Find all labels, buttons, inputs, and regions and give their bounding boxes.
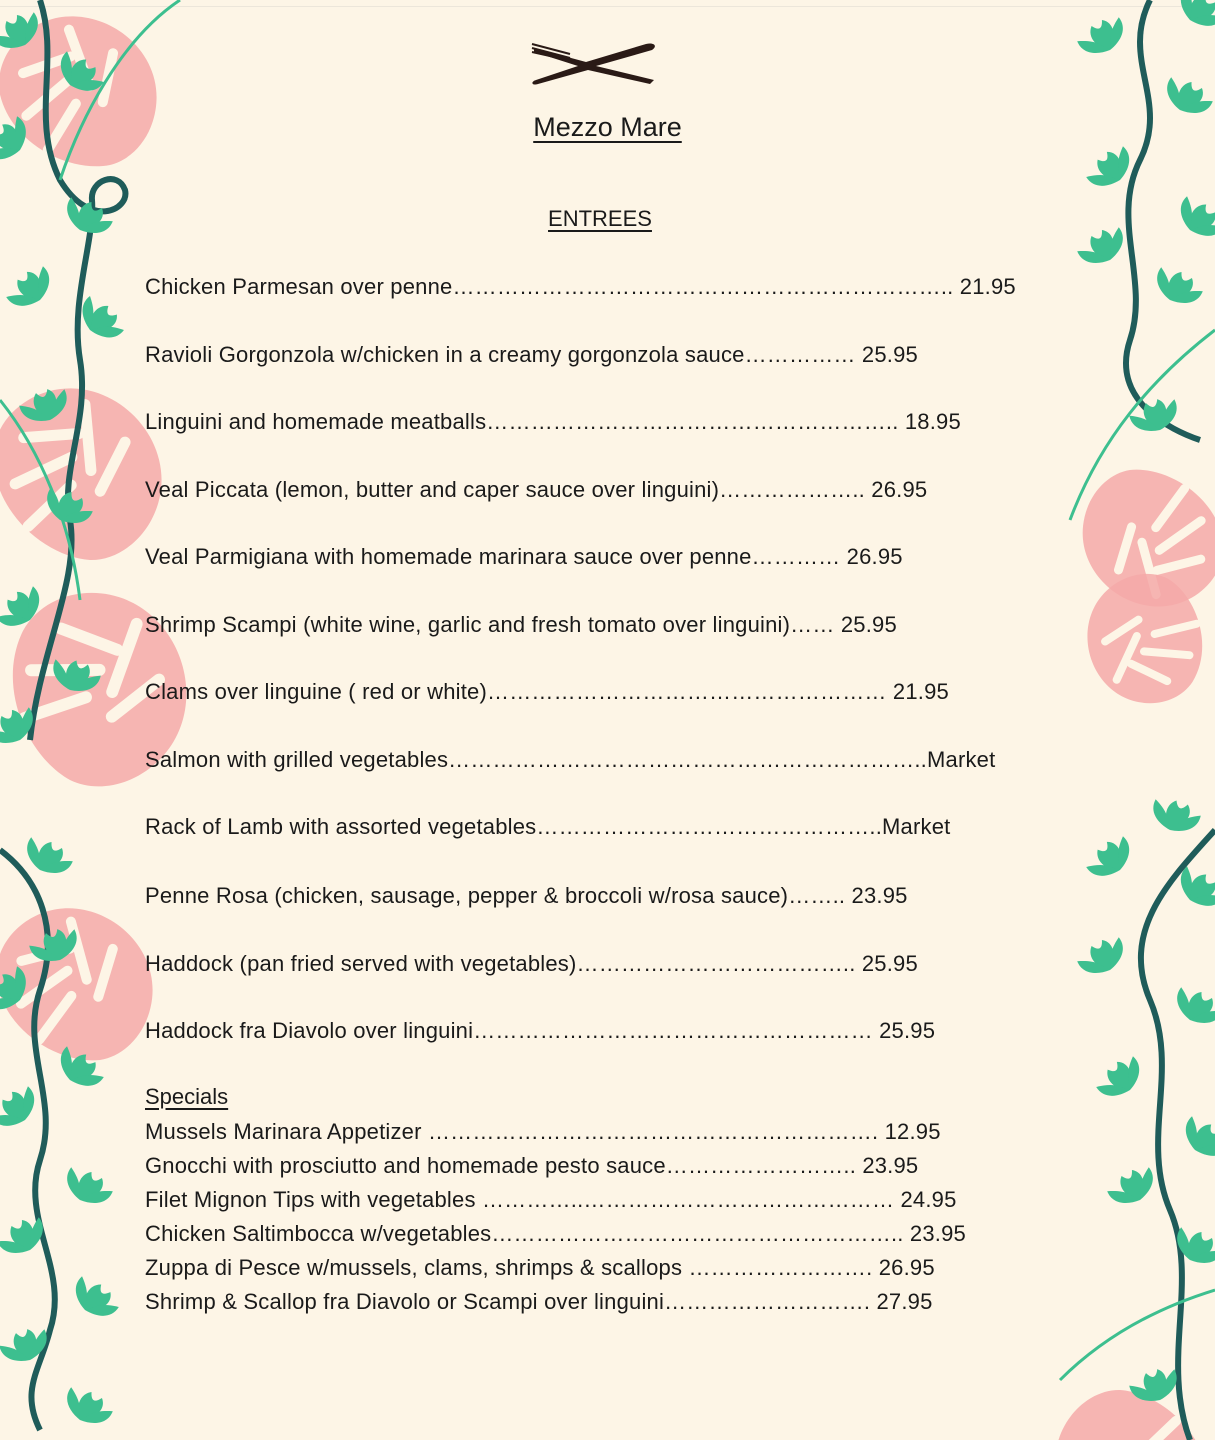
menu-item: Veal Piccata (lemon, butter and caper sauce over linguini)……………….. 26.95 [145,477,928,502]
special-item: Zuppa di Pesce w/mussels, clams, shrimps & scallops ……………………. 26.95 [145,1255,935,1280]
special-item: Mussels Marinara Appetizer ……………………………………………………. 12.95 [145,1119,941,1144]
menu-item: Haddock fra Diavolo over linguini……………………………………………… 25.95 [145,1018,936,1043]
menu-item: Chicken Parmesan over penne………………………………………………………….. 21.95 [145,274,1016,299]
menu-item: Penne Rosa (chicken, sausage, pepper & broccoli w/rosa sauce)…….. 23.95 [145,883,908,908]
menu-item: Haddock (pan fried served with vegetables)……………………………….. 25.95 [145,951,918,976]
special-item: Chicken Saltimbocca w/vegetables……………………………………………….. 23.95 [145,1221,966,1246]
menu-item: Clams over linguine ( red or white)……………………………………………… 21.95 [145,679,949,704]
fork-knife-icon [530,40,660,86]
left-monstera-4 [0,885,173,1085]
restaurant-name: Mezzo Mare [533,112,682,142]
menu-item: Salmon with grilled vegetables………………………………………………………..Market [145,747,996,772]
special-item: Gnocchi with prosciutto and homemade pesto sauce…………………….. 23.95 [145,1153,919,1178]
right-stem-2 [1060,1290,1215,1380]
special-item: Shrimp & Scallop fra Diavolo or Scampi over linguini………………………. 27.95 [145,1289,933,1314]
special-item: Filet Mignon Tips with vegetables …………..…………………………………… 24.95 [145,1187,957,1212]
menu-item: Shrimp Scampi (white wine, garlic and fresh tomato over linguini)…… 25.95 [145,612,897,637]
specials-list [145,1117,966,1321]
menu-item: Veal Parmigiana with homemade marinara sauce over penne………… 26.95 [145,544,903,569]
menu-item: Linguini and homemade meatballs……………………………………………….. 18.95 [145,409,961,434]
menu-item: Ravioli Gorgonzola w/chicken in a creamy gorgonzola sauce…………… 25.95 [145,342,918,367]
menu-item: Rack of Lamb with assorted vegetables………………………………………..Market [145,814,951,839]
section-title-specials: Specials [145,1084,229,1109]
section-title-entrees: ENTREES [548,206,652,231]
